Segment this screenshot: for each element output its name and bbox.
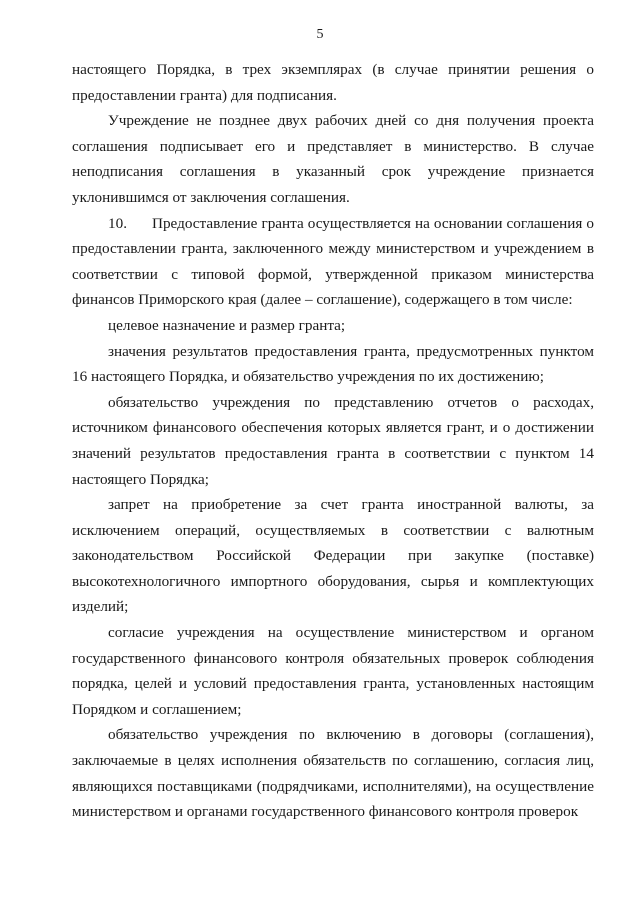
page-number: 5 <box>316 27 324 42</box>
paragraph-contract-obligation: обязательство учреждения по включению в договоры (соглашения), заключаемые в целях исполнения обязательств по соглашению, согласия лиц, являющихся поставщиками (подрядчиками, исполнителями), на осуществление министерством и органами государственного финансового контроля проверок <box>72 726 594 821</box>
paragraph-purpose: целевое назначение и размер гранта; <box>108 316 346 334</box>
paragraph-agreement-signing: Учреждение не позднее двух рабочих дней со дня получения проекта соглашения подписывает его и представляет в министерство. В случае неподписания соглашения в указанный срок учреждение признается уклонившимся от заключения соглашения. <box>72 112 594 206</box>
paragraph-currency-ban: запрет на приобретение за счет гранта иностранной валюты, за исключением операций, осуществляемых в соответствии с валютным законодательством Российской Федерации при закупке (поставке) высокотехнологичного импортного оборудования, сырья и комплектующих изделий; <box>72 496 594 616</box>
paragraph-reporting: обязательство учреждения по представлению отчетов о расходах, источником финансового обеспечения которых является грант, и о достижении значений результатов предоставления гранта в соответствии с пунктом 14 настоящего Порядка; <box>72 393 594 488</box>
item-number: 10. <box>108 214 127 232</box>
paragraph-audit-consent: согласие учреждения на осуществление министерством и органом государственного финансового контроля обязательных проверок соблюдения порядка, целей и условий предоставления гранта, установленных настоящим Порядком и соглашением; <box>72 624 594 718</box>
paragraph-results: значения результатов предоставления гранта, предусмотренных пунктом 16 настоящего Порядка, и обязательство учреждения по их достижению; <box>72 342 594 386</box>
paragraph-item-10 <box>72 211 594 313</box>
item-10-text: Предоставление гранта осуществляется на основании соглашения о предоставлении гранта, заключенного между министерством и учреждением в соответствии с типовой формой, утвержденной приказом министерства финансов Приморского края (далее – соглашение), содержащего в том числе: <box>72 214 594 309</box>
paragraph-continuation: настоящего Порядка, в трех экземплярах (в случае принятии решения о предоставлении гранта) для подписания. <box>72 61 594 104</box>
document-body <box>72 57 594 825</box>
